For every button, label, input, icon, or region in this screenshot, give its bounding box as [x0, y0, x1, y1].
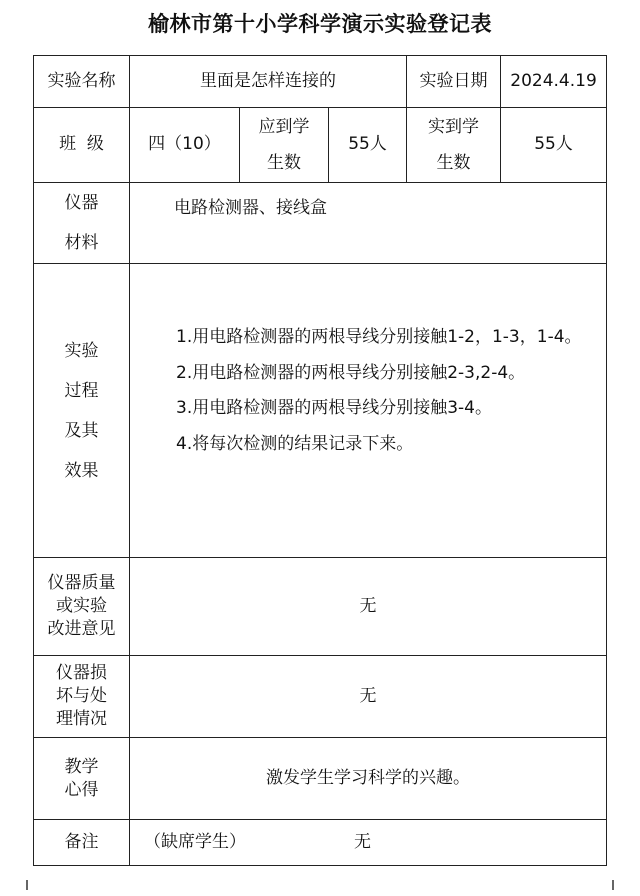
process-step: 4.将每次检测的结果记录下来。 [176, 434, 414, 455]
damage-label-line: 坏与处 [56, 686, 107, 707]
process-label-line: 及其 [64, 420, 99, 441]
process-step: 2.用电路检测器的两根导线分别接触2-3,2-4。 [176, 362, 526, 383]
class-label: 班 级 [34, 108, 130, 183]
scan-corner-mark [26, 880, 42, 890]
reflection-value: 激发学生学习科学的兴趣。 [130, 738, 607, 820]
materials-label-line2: 材料 [64, 233, 99, 253]
process-label-line: 效果 [64, 460, 99, 481]
quality-label-line: 或实验 [56, 596, 107, 617]
row-materials [34, 183, 607, 264]
actual-students-value: 55人 [501, 108, 607, 183]
row-quality [34, 558, 607, 656]
absent-students-label: （缺席学生） [144, 831, 246, 852]
class-value: 四（10） [130, 108, 240, 183]
process-step: 1.用电路检测器的两根导线分别接触1-2，1-3，1-4。 [176, 327, 582, 347]
quality-label [34, 558, 130, 656]
actual-students-label: 实到学生数 [407, 108, 501, 183]
row-damage [34, 656, 607, 738]
process-label-line: 过程 [64, 380, 99, 401]
notes-label: 备注 [34, 820, 130, 866]
process-label [34, 264, 130, 558]
scan-corner-mark [598, 880, 614, 890]
process-step: 3.用电路检测器的两根导线分别接触3-4。 [176, 398, 492, 419]
experiment-name-value: 里面是怎样连接的 [130, 56, 407, 108]
process-steps [130, 264, 607, 558]
damage-label [34, 656, 130, 738]
materials-label [34, 183, 130, 264]
row-process [34, 264, 607, 558]
damage-label-line: 理情况 [56, 708, 107, 729]
quality-label-line: 仪器质量 [47, 573, 116, 594]
reflection-label [34, 738, 130, 820]
reflection-label-line: 心得 [64, 779, 99, 800]
damage-label-line: 仪器损 [56, 663, 107, 684]
experiment-date-value: 2024.4.19 [501, 56, 607, 108]
notes-value: 无 [354, 831, 371, 852]
expected-students-label: 应到学生数 [240, 108, 329, 183]
process-label-line: 实验 [64, 340, 99, 361]
form-title: 榆林市第十小学科学演示实验登记表 [148, 12, 492, 36]
damage-value: 无 [130, 656, 607, 738]
reflection-label-line: 教学 [64, 756, 99, 777]
experiment-name-label: 实验名称 [34, 56, 130, 108]
expected-students-value: 55人 [329, 108, 407, 183]
registration-table [33, 55, 607, 866]
quality-value: 无 [130, 558, 607, 656]
materials-value: 电路检测器、接线盒 [130, 183, 607, 264]
quality-label-line: 改进意见 [47, 618, 116, 639]
row-experiment-name [34, 56, 607, 108]
row-reflection [34, 738, 607, 820]
materials-label-line1: 仪器 [64, 193, 99, 213]
row-class-info [34, 108, 607, 183]
notes-content [130, 820, 607, 866]
row-notes [34, 820, 607, 866]
experiment-date-label: 实验日期 [407, 56, 501, 108]
